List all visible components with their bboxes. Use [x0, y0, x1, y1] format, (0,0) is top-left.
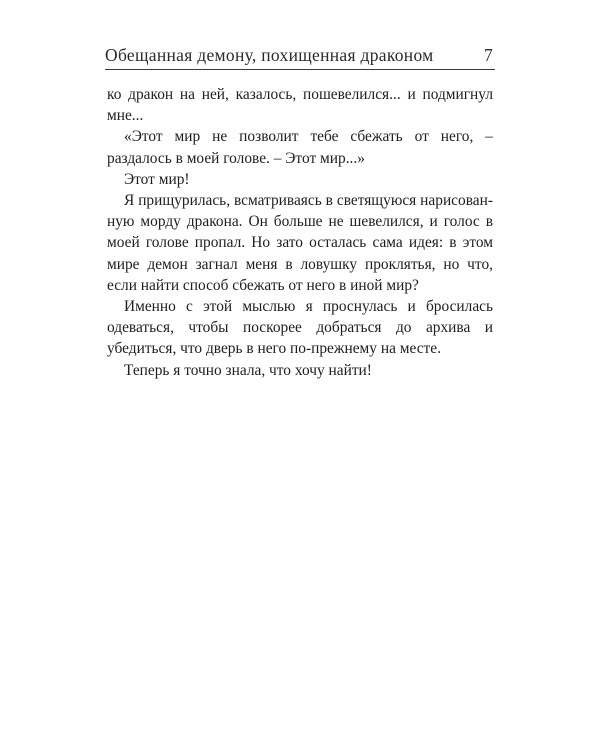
body-text	[107, 84, 493, 381]
running-title: Обещанная демону, похищенная драконом	[105, 45, 434, 65]
paragraph: Теперь я точно знала, что хочу найти!	[124, 361, 372, 379]
running-header	[105, 42, 495, 66]
header-rule	[105, 69, 495, 70]
paragraph: «Этот мир не позволит тебе сбежать от него, – раздалось в моей голове. – Этот мир...»	[107, 128, 493, 167]
paragraph: Именно с этой мыслью я проснулась и бросилась одеваться, чтобы поскорее добраться до архива и убедиться, что дверь в него по-прежнему на месте.	[107, 298, 493, 358]
page-number: 7	[483, 45, 493, 65]
paragraph-continued: ко дракон на ней, казалось, пошевелился... и подмигнул мне...	[107, 86, 493, 125]
paragraph: Я прищурилась, всматриваясь в светящуюся нарисованную морду дракона. Он больше не шевелился, и голос в моей голове пропал. Но зато осталась сама идея: в этом мире демон загнал меня в ловушку проклятья, но что, если найти способ сбежать от него в иной мир?	[107, 192, 493, 294]
paragraph: Этот мир!	[124, 170, 190, 188]
